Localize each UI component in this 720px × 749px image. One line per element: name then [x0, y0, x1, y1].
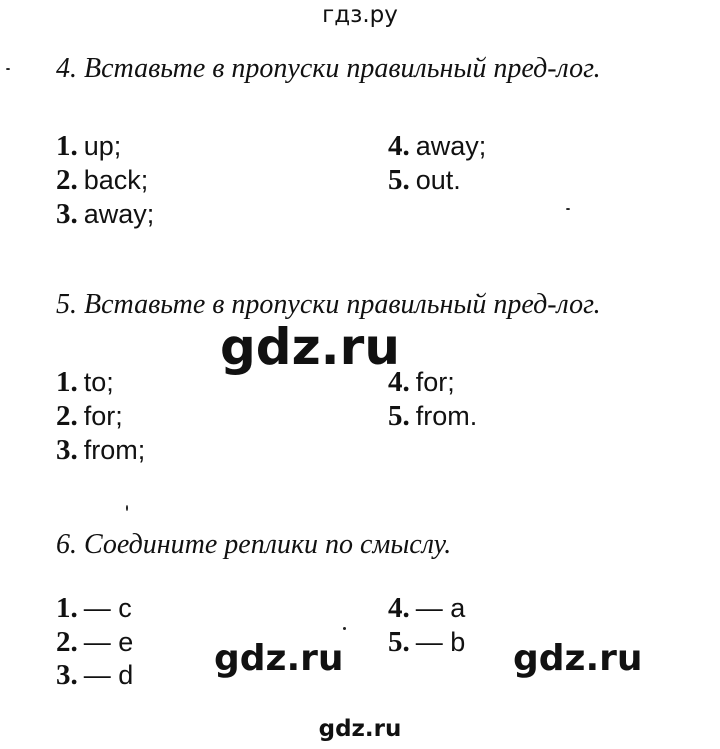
answer-text: for; — [83, 401, 123, 431]
answer-number: 1. — [56, 592, 78, 624]
answer-number: 2. — [56, 400, 78, 432]
answer-number: 1. — [56, 130, 78, 162]
answer-text: — d — [83, 660, 134, 690]
answer-number: 4. — [388, 130, 410, 162]
answer-number: 5. — [388, 400, 410, 432]
answer-text: out. — [415, 165, 461, 195]
task-4-answer-2 — [56, 164, 148, 196]
answer-number: 3. — [56, 659, 78, 691]
scan-speck — [6, 68, 10, 70]
answer-number: 4. — [388, 592, 410, 624]
answer-text: — b — [415, 627, 466, 657]
task-5-answer-3 — [56, 434, 145, 466]
task-6-heading: 6. Соедините реплики по смыслу. — [56, 529, 452, 560]
answer-text: — e — [83, 627, 134, 657]
answer-text: up; — [83, 131, 122, 161]
task-4-answer-1 — [56, 130, 121, 162]
answer-number: 3. — [56, 434, 78, 466]
task-6-answer-3 — [56, 659, 133, 691]
task-4-answer-3 — [56, 198, 154, 230]
task-4-answer-4 — [388, 130, 486, 162]
scan-speck — [126, 505, 128, 511]
task-6-answer-5 — [388, 626, 465, 658]
answer-number: 5. — [388, 164, 410, 196]
answer-number: 2. — [56, 626, 78, 658]
scan-speck — [343, 627, 346, 630]
answer-number: 4. — [388, 366, 410, 398]
watermark-middle: gdz.ru — [220, 318, 400, 376]
task-4-heading: 4. Вставьте в пропуски правильный пред-лог. — [56, 53, 601, 84]
task-5-heading: 5. Вставьте в пропуски правильный пред-лог. — [56, 289, 601, 320]
watermark-bottom-right: gdz.ru — [513, 638, 643, 679]
answer-text: back; — [83, 165, 149, 195]
task-6-answer-4 — [388, 592, 465, 624]
answer-number: 2. — [56, 164, 78, 196]
task-5-answer-5 — [388, 400, 477, 432]
scan-speck — [566, 208, 570, 210]
task-6-answer-2 — [56, 626, 133, 658]
answer-number: 3. — [56, 198, 78, 230]
answer-text: from. — [415, 401, 478, 431]
answer-text: away; — [415, 131, 487, 161]
task-5-answer-4 — [388, 366, 455, 398]
answer-text: to; — [83, 367, 114, 397]
answer-text: away; — [83, 199, 155, 229]
watermark-footer: gdz.ru — [318, 716, 402, 742]
answer-text: for; — [415, 367, 455, 397]
task-5-answer-2 — [56, 400, 123, 432]
task-4-answer-5 — [388, 164, 461, 196]
watermark-bottom-left: gdz.ru — [214, 638, 344, 679]
answer-number: 1. — [56, 366, 78, 398]
task-6-answer-1 — [56, 592, 132, 624]
answer-text: — c — [83, 593, 132, 623]
answer-text: from; — [83, 435, 146, 465]
answer-text: — a — [415, 593, 466, 623]
answer-number: 5. — [388, 626, 410, 658]
watermark-top: гдз.ру — [322, 2, 398, 28]
task-5-answer-1 — [56, 366, 114, 398]
